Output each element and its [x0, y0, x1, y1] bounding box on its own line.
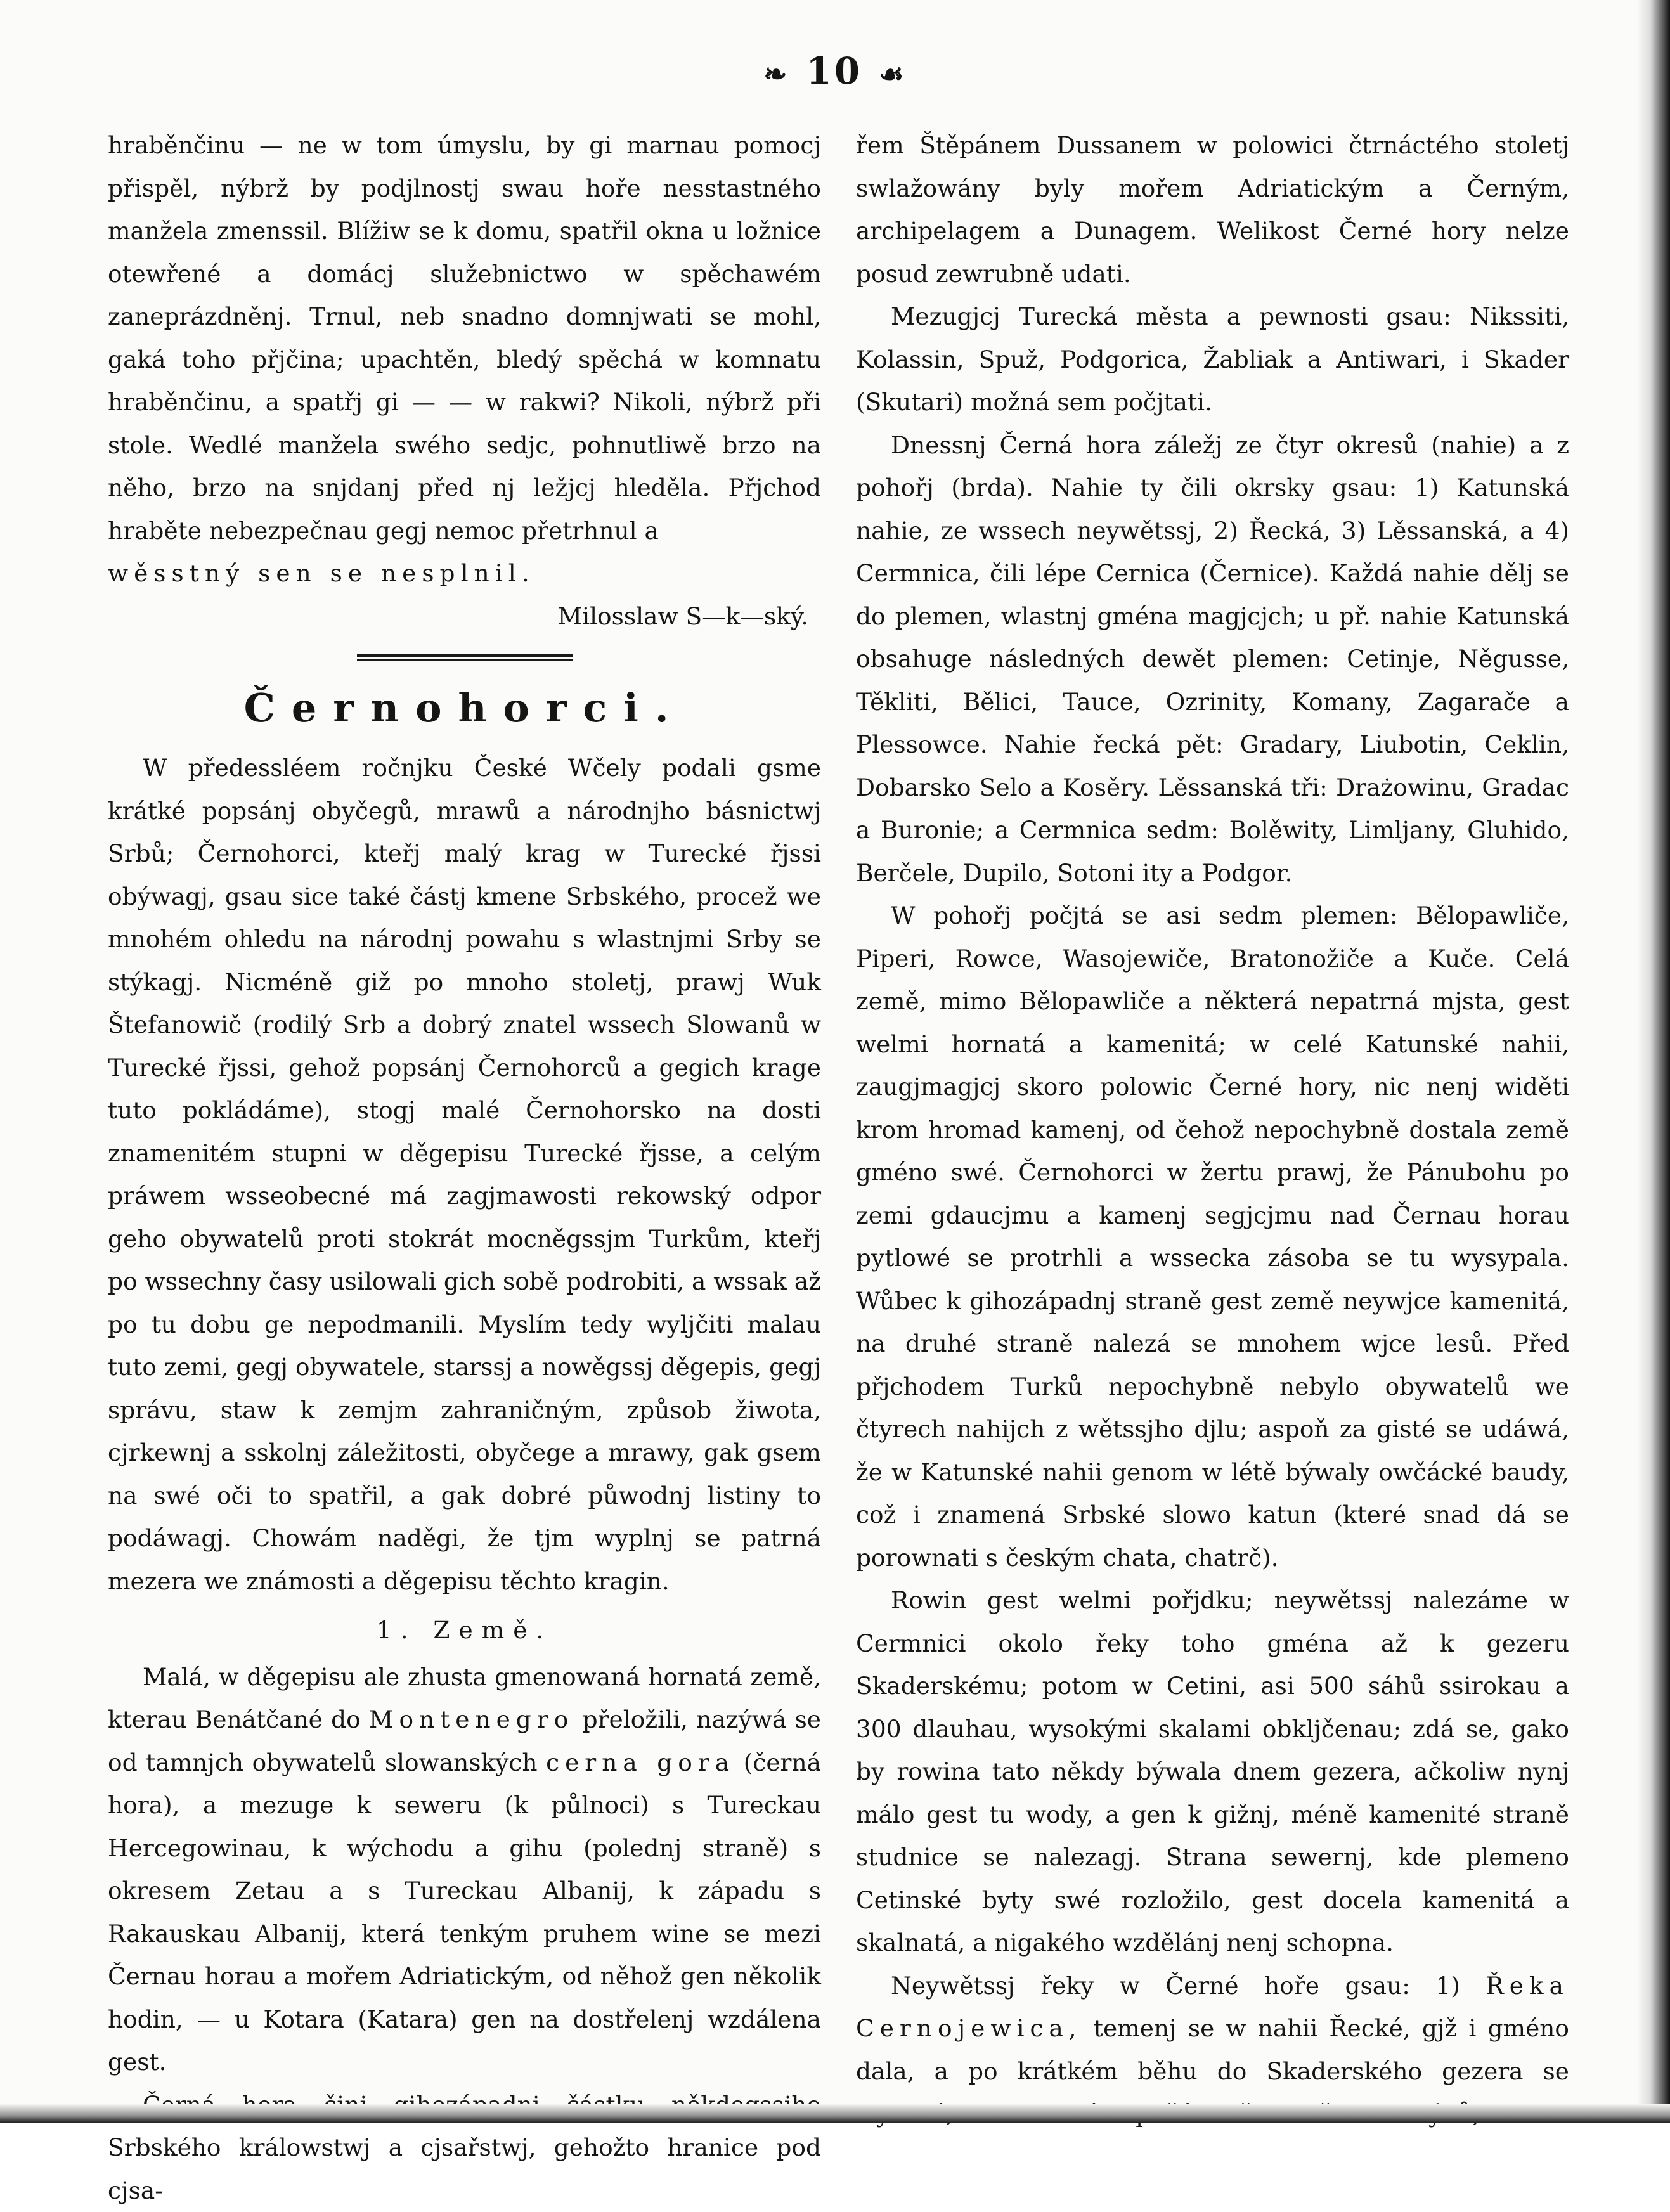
paragraph-reky-end: temenj se w nahii Řecké, gjž i gméno dala, a po krátkém běhu do Skaderského gezera se — [856, 2014, 1569, 2128]
paragraph-last-line: wěsstný sen se nesplnil. — [108, 552, 821, 595]
section-title: Černohorci. — [108, 680, 821, 737]
page-header — [0, 49, 1670, 93]
paragraph-intro: W předessléem ročnjku České Wčely podali gsme krátké popsánj obyčegů, mrawů a národnjho básnictwj Srbů; Černohorci, kteřj malý krag w Turecké řjssi obýwagj, gsau sice také částj kmene Srbského, procež we mnohém ohledu na národnj powahu s wlastnjmi Srby se stýkagj. Nicméně giž po mnoho stoletj, prawj Wuk Štefanowič (rodilý Srb a dobrý znatel wssech Slowanů w Turecké řjssi, gehož popsánj Černohorců a gegich krage tuto pokládáme), stogj malé Černohorsko na dosti znamenitém stupni w děgepisu Turecké řjsse, a celým práwem wsseobecné má zagjmawosti rekowský odpor geho obywatelů proti stokrát mocněgssjm Turkům, kteřj po wssechny časy usilowali gich sobě podrobiti, a wssak až po tu dobu ge nepodmanili. Myslím tedy wyljčiti malau tuto zemi, gegj obywatele, starssj a nowěgssj děgepis, gegj správu, staw k zemjm zahraničným, způsob žiwota, cjrkewnj a sskolnj záležitosti, obyčege a mrawy, gak gsem na swé oči to spatřil, a gak dobré půwodnj listiny to podáwagj. Chowám naděgi, že tjm wyplnj se patrná mezera we známosti a děgepisu těchto kragin. — [108, 747, 821, 1603]
paragraph-pohori: W pohořj počjtá se asi sedm plemen: Bělopawliče, Piperi, Rowce, Wasojewiče, Bratonožiče a Kuče. Celá země, mimo Bělopawliče a některá nepatrná mjsta, gest welmi hornatá a kamenitá; w celé Katunské nahii, zaugjmagjcj skoro polowic Černé hory, nic nenj widěti krom hromad kamenj, od čehož nepochybně dostala země gméno swé. Černohorci w žertu prawj, že Pánubohu po zemi gdaucjmu a kamenj segjcjmu nad Černau horau pytlowé se protrhli a wsseckа zásoba se tu wysypala. Wůbec k gihozápadnj straně gest země neywjce kamenitá, na druhé straně nalezá se mnohem wjce lesů. Před přjchodem Turků nepochybně nebylo obywatelů we čtyrech nahijch z wětssjho djlu; aspoň za gisté se udáwá, že w Katunské nahii genom w létě býwaly owčácké baudy, což i znamená Srbské slowo katun (které snad dá se porownati s českým chata, chatrč). — [856, 895, 1569, 1579]
page-number: 10 — [806, 49, 862, 93]
bottom-edge-shadow — [0, 2104, 1670, 2123]
page-edge-shadow — [1637, 0, 1670, 2123]
paragraph-continued: hraběnčinu — ne w tom úmyslu, by gi marnau pomocj přispěl, nýbrž by podjlnostj swau hoře nesstastného manžela zmenssil. Blížiw se k domu, spatřil okna u ložnice otewřené a domácj služebnictwo w spěchawém zaneprázdněnj. Trnul, neb snadno domnjwati se mohl, gaká toho přjčina; upachtěn, bledý spěchá w komnatu hraběnčinu, a spatřj gi — — w rakwi? Nikoli, nýbrž při stole. Wedlé manžela swého sedjc, pohnutliwě brzo na něho, brzo na snjdanj před nj ležjcj hleděla. Přjchod hraběte nebezpečnau gegj nemoc přetrhnul a — [108, 124, 821, 552]
term-montenegro: Montenegro — [369, 1705, 574, 1733]
subheading-zeme: 1. Země. — [108, 1609, 821, 1652]
paragraph-continued-right: řem Štěpánem Dussanem w polowici čtrnáctého stoletj swlažowány byly mořem Adriatickým a Černým, archipelagem a Dunagem. Welikost Černé hory nelze posud zewrubně udati. — [856, 124, 1569, 295]
right-column — [856, 124, 1569, 2136]
paragraph-cerna-hora: Srbského králowstwj a cjsařstwj, gehožto hranice pod cjsa- — [108, 2084, 821, 2212]
paragraph-mesta: Mezugjcj Turecká města a pewnosti gsau: Nikssiti, Kolassin, Spuž, Podgorica, Žabliak a Antiwari, i Skader (Skutari) možná sem počjtati. — [856, 295, 1569, 424]
ornament-left-icon: ❧ — [763, 58, 789, 91]
paragraph-rowin: Rowin gest welmi pořjdku; neywětssj nalezáme w Cermnici okolo řeky toho gména až k gezeru Skaderskému; potom w Cetini, asi 500 sáhů ssirokau a 300 dlauhau, wysokými skalami obkljčenau; zdá se, gako by rowina tato někdy býwala dnem gezera, ačkoliw nynj málo gest tu wody, a gen k gižnj, méně kamenité straně studnice se nalezagj. Strana sewernj, kde plemeno Cetinské byty swé rozložilo, gest docela kamenitá a skalnatá, a nigakého wzdělánj nenj schopna. — [856, 1579, 1569, 1965]
term-cerna-gora: cerna gora — [546, 1749, 735, 1776]
paragraph-mala-start: Malá, w děgepisu ale zhusta gmenowaná hornatá země, kterau Benátčané do — [108, 1663, 821, 1734]
left-column — [108, 124, 821, 2212]
term-reka-cernojewica: Řeka Cernojewica, — [856, 1972, 1569, 2043]
paragraph-mala-end: (černá hora), a mezuge k sewеru (k půlnoci) s Tureckau Hercegowinau, k wýchodu a gihu (polednj straně) s okresem Zetau a s Tureckau Albanij, k západu s Rakauskau Albanij, která tenkým pruhem wine se mezi Černau horau a mořem Adriatickým, od něhož gen několik hodin, — u Kotara (Katara) gen na dostřelenj wzdálena gest. — [108, 1749, 821, 2076]
section-divider — [357, 654, 573, 661]
author-signature: Milosslaw S—k—ský. — [108, 595, 821, 638]
paragraph-reky-start: Neywětssj řeky w Černé hoře gsau: 1) — [891, 1972, 1460, 2000]
paragraph-dnessnj: Dnessnj Černá hora záležj ze čtyr okresů (nahie) a z pohořj (brda). Nahie ty čili okrsky gsau: 1) Katunská nahie, ze wssech neywětssj, 2) Řecká, 3) Lěssanská, a 4) Cermnica, čili lépe Cernica (Černice). Každá nahie dělj se do plemen, wlastnj gména magjcjch; u př. nahie Katunská obsahuge následných dewět plemen: Cetinje, Něgusse, Těkliti, Bělici, Tauce, Ozrinity, Komany, Zagarače a Plessowce. Nahie řecká pět: Gradary, Liubotin, Ceklin, Dobarsko Selo a Kosěry. Lěssanská tři: Drażowinu, Gradac a Buronie; a Cermnica sedm: Bolěwity, Limljany, Gluhido, Berčele, Dupilo, Sotoni ity a Podgor. — [856, 424, 1569, 895]
paragraph-mala — [108, 1656, 821, 2084]
ornament-right-icon: ☙ — [879, 58, 906, 91]
paragraph-mala-middle: přeložili, nazýwá se od tamnjch obywatelů slowanských — [108, 1705, 821, 1776]
